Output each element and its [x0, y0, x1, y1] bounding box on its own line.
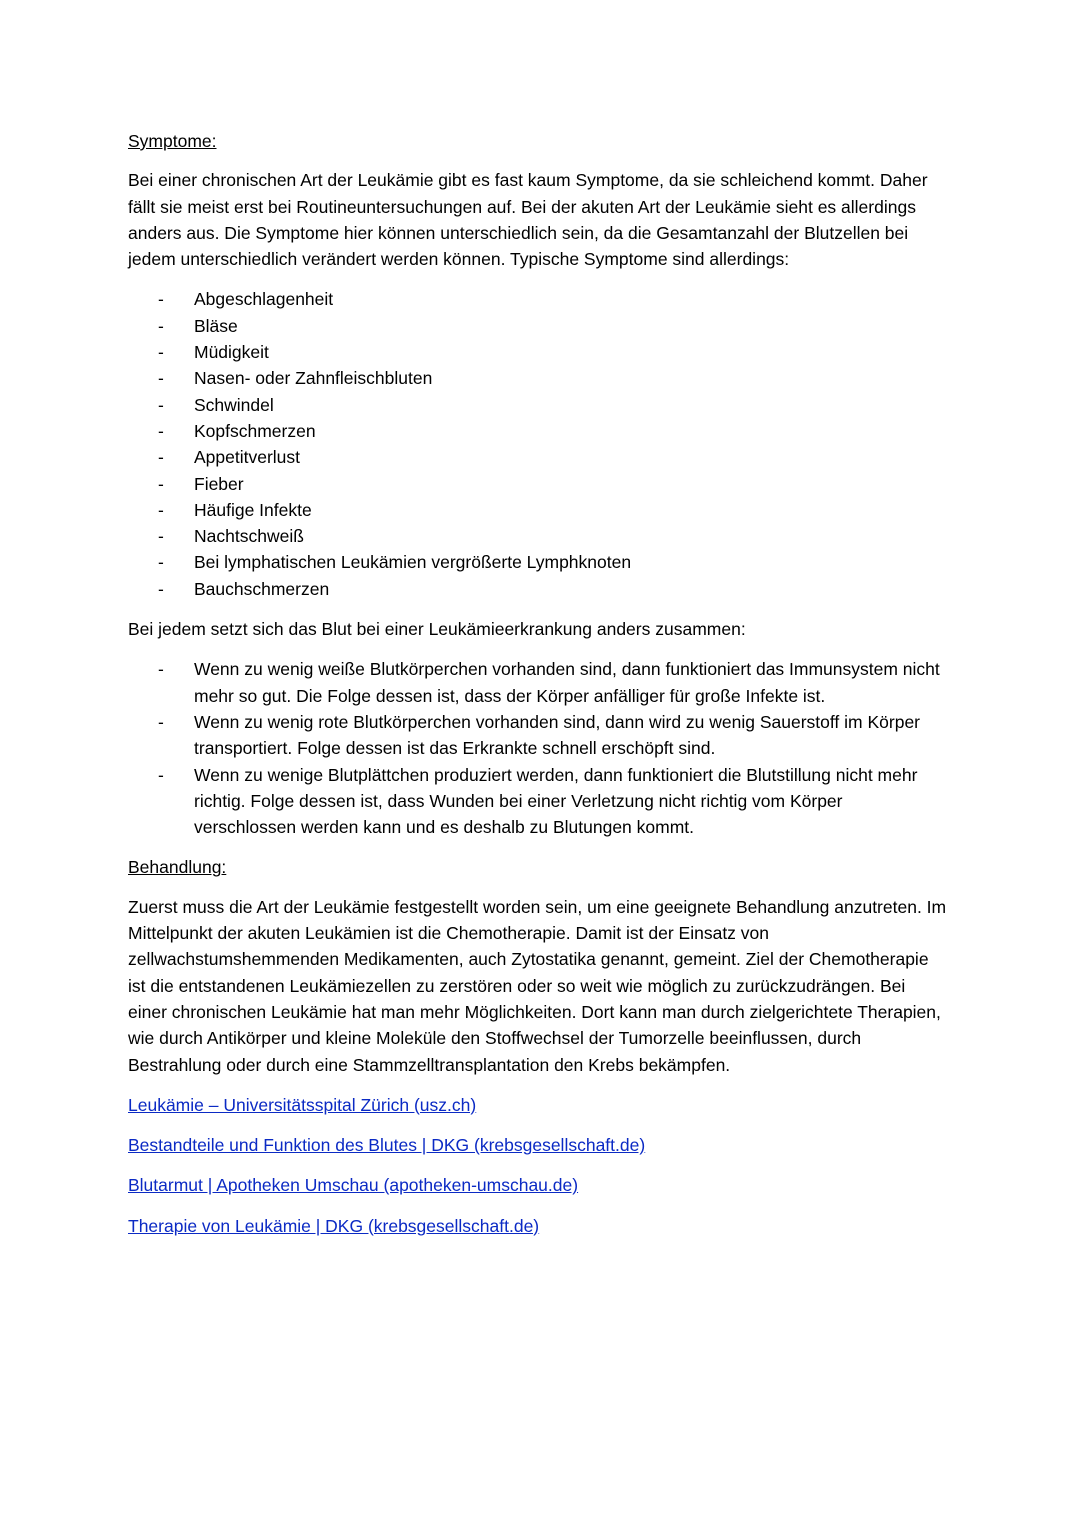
list-item: - Wenn zu wenig weiße Blutkörperchen vorhanden sind, dann funktioniert das Immunsystem nicht mehr so gut. Die Folge dessen ist, dass der Körper anfälliger für große Infekte ist. — [128, 656, 948, 709]
behandlung-text: Zuerst muss die Art der Leukämie festgestellt worden sein, um eine geeignete Behandlung anzutreten. Im Mittelpunkt der akuten Leukämien ist die Chemotherapie. Damit ist der Einsatz von zellwachstumshemmenden Medikamenten, auch Zytostatika genannt, gemeint. Ziel der Chemotherapie ist die entstandenen Leukämiezellen zu zerstören oder so weit wie möglich zu zurückzudrängen. Bei einer chronischen Leukämie hat man mehr Möglichkeiten. Dort kann man durch zielgerichtete Therapien, wie durch Antikörper und kleine Moleküle den Stoffwechsel der Tumorzelle beeinflussen, durch Bestrahlung oder durch eine Stammzelltransplantation den Krebs bekämpfen. — [128, 896, 947, 1075]
blood-intro: Bei jedem setzt sich das Blut bei einer Leukämieerkrankung anders zusammen: — [128, 619, 746, 640]
list-item: - Nachtschweiß — [128, 523, 948, 549]
list-item: - Appetitverlust — [128, 444, 948, 470]
symptome-heading: Symptome: — [128, 131, 217, 151]
blood-list — [128, 656, 948, 840]
list-item: - Schwindel — [128, 392, 948, 418]
source-link-blutarmut[interactable]: Blutarmut | Apotheken Umschau (apotheken-umschau.de) — [128, 1175, 579, 1196]
symptom-list — [128, 286, 948, 602]
document-page — [128, 128, 948, 1253]
list-item: - Bei lymphatischen Leukämien vergrößerte Lymphknoten — [128, 549, 948, 575]
list-item: - Wenn zu wenig rote Blutkörperchen vorhanden sind, dann wird zu wenig Sauerstoff im Körper transportiert. Folge dessen ist das Erkrankte schnell erschöpft sind. — [128, 709, 948, 762]
list-item: - Bläse — [128, 313, 948, 339]
list-item: - Kopfschmerzen — [128, 418, 948, 444]
list-item: - Fieber — [128, 471, 948, 497]
list-item: - Häufige Infekte — [128, 497, 948, 523]
source-link-usz[interactable]: Leukämie – Universitätsspital Zürich (usz.ch) — [128, 1094, 477, 1115]
behandlung-heading: Behandlung: — [128, 857, 227, 878]
symptome-intro: Bei einer chronischen Art der Leukämie gibt es fast kaum Symptome, da sie schleichend kommt. Daher fällt sie meist erst bei Routineuntersuchungen auf. Bei der akuten Art der Leukämie sieht es allerdings anders aus. Die Symptome hier können unterschiedlich sein, da die Gesamtanzahl der Blutzellen bei jedem unterschiedlich verändert werden können. Typische Symptome sind allerdings: — [128, 170, 928, 270]
list-item: - Bauchschmerzen — [128, 576, 948, 602]
source-link-blut[interactable]: Bestandteile und Funktion des Blutes | DKG (krebsgesellschaft.de) — [128, 1135, 646, 1156]
list-item: - Abgeschlagenheit — [128, 286, 948, 312]
list-item: - Wenn zu wenige Blutplättchen produziert werden, dann funktioniert die Blutstillung nicht mehr richtig. Folge dessen ist, dass Wunden bei einer Verletzung nicht richtig vom Körper verschlossen werden kann und es deshalb zu Blutungen kommt. — [128, 762, 948, 841]
list-item: - Müdigkeit — [128, 339, 948, 365]
source-link-therapie[interactable]: Therapie von Leukämie | DKG (krebsgesellschaft.de) — [128, 1215, 540, 1236]
list-item: - Nasen- oder Zahnfleischbluten — [128, 365, 948, 391]
